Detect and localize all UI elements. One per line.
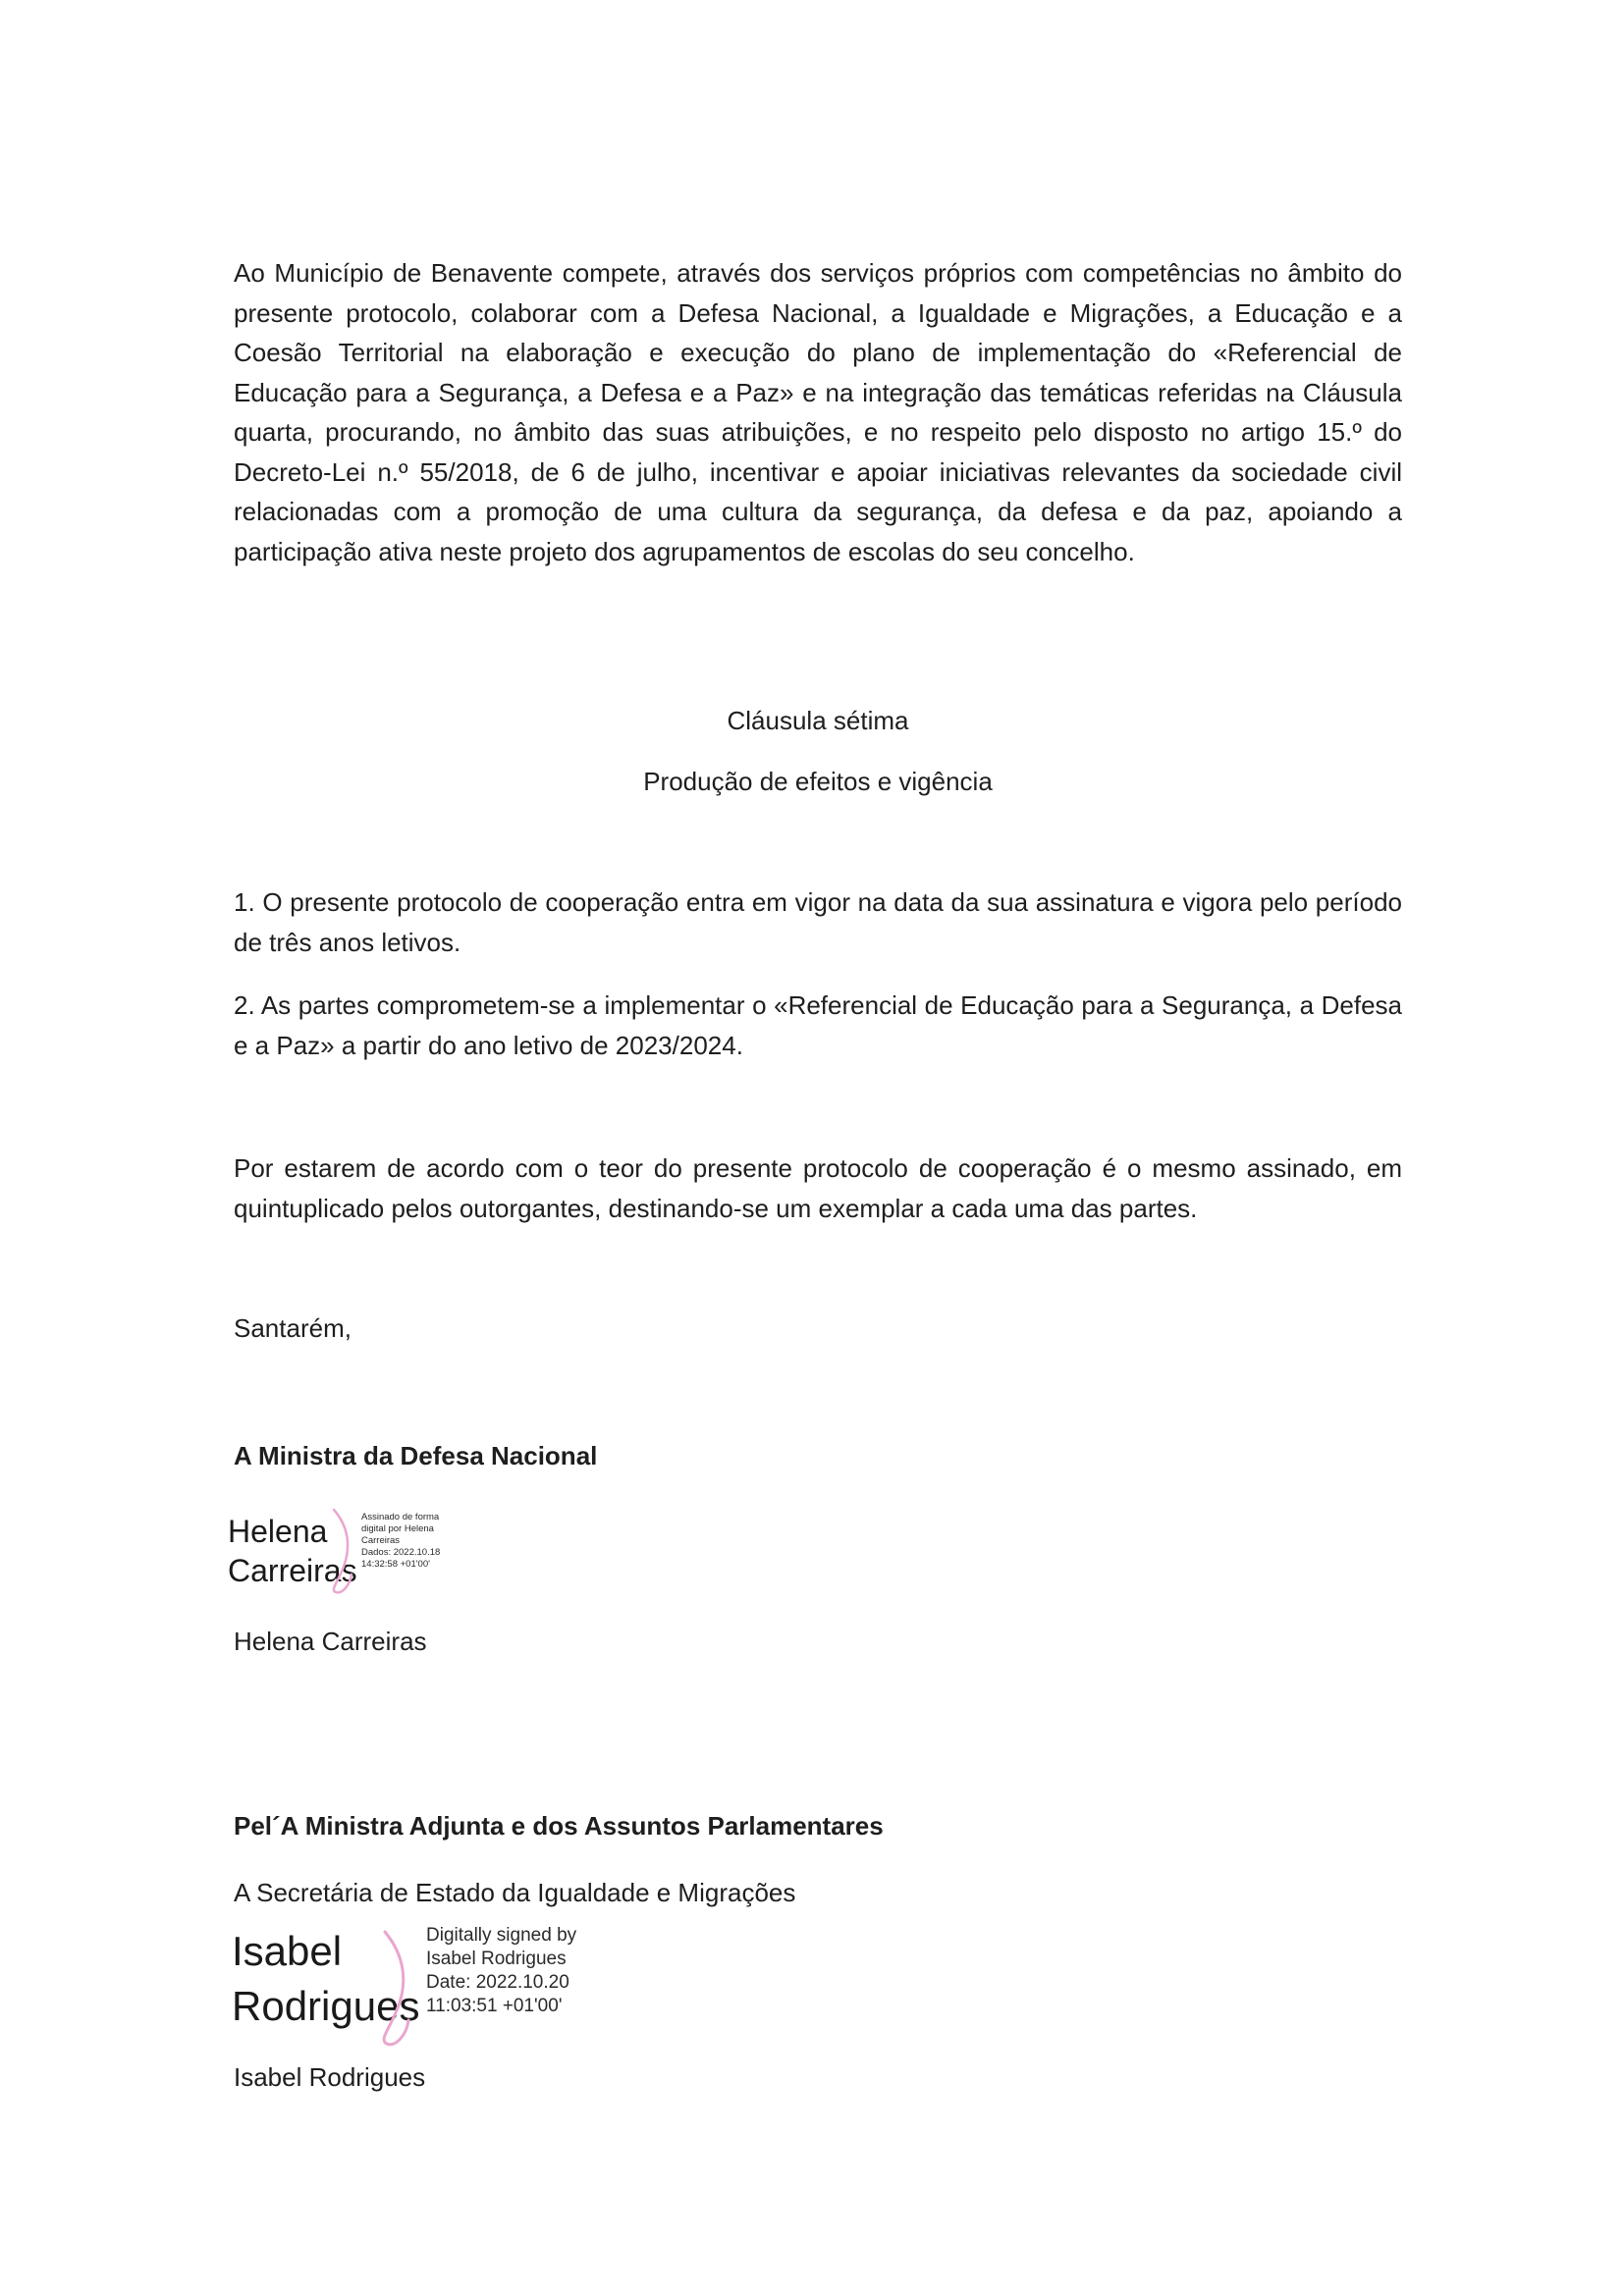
signatory-1-role: A Ministra da Defesa Nacional (234, 1441, 598, 1470)
signatory-1-printed-name: Helena Carreiras (234, 1627, 427, 1656)
signature-1-mark-icon (326, 1506, 355, 1596)
signature-2-mark-icon (375, 1928, 414, 2050)
closing-paragraph: Por estarem de acordo com o teor do presente protocolo de cooperação é o mesmo assinado, em quintuplicado pelos outorgantes, destinando-se um exemplar a cada uma das partes. (234, 1153, 1402, 1223)
clause-title: Produção de efeitos e vigência (643, 767, 993, 796)
signature-1-meta-1: Assinado de forma (361, 1512, 440, 1522)
signatory-2-printed-name: Isabel Rodrigues (234, 2062, 426, 2092)
signature-1-meta-5: 14:32:58 +01'00' (361, 1559, 430, 1570)
signature-1-name-line2: Carreiras (228, 1553, 357, 1588)
signature-2-meta-1: Digitally signed by (426, 1925, 577, 1946)
clause-item-1: 1. O presente protocolo de cooperação entra em vigor na data da sua assinatura e vigora pelo período de três anos letivos. (234, 887, 1402, 957)
intro-paragraph: Ao Município de Benavente compete, através dos serviços próprios com competências no âmbito do presente protocolo, colaborar com a Defesa Nacional, a Igualdade e Migrações, a Educação e a Coesão Territorial na elaboração e execução do plano de implementação do «Referencial de Educação para a Segurança, a Defesa e a Paz» e na integração das temáticas referidas na Cláusula quarta, procurando, no âmbito das suas atribuições, e no respeito pelo disposto no artigo 15.º do Decreto-Lei n.º 55/2018, de 6 de julho, incentivar e apoiar iniciativas relevantes da sociedade civil relacionadas com a promoção de uma cultura da segurança, da defesa e da paz, apoiando a participação ativa neste projeto dos agrupamentos de escolas do seu concelho. (234, 258, 1402, 566)
signature-1-name-line1: Helena (228, 1514, 328, 1549)
signature-2-name-line2: Rodrigues (232, 1983, 420, 2029)
digital-signature-1 (228, 1512, 522, 1610)
signature-1-meta-4: Dados: 2022.10.18 (361, 1547, 441, 1558)
clause-number: Cláusula sétima (727, 706, 909, 735)
clause-item-2: 2. As partes comprometem-se a implementar o «Referencial de Educação para a Segurança, a Defesa e a Paz» a partir do ano letivo de 2023/2024. (234, 990, 1402, 1060)
signature-2-meta-2: Isabel Rodrigues (426, 1949, 567, 1969)
signatory-2-subrole: A Secretária de Estado da Igualdade e Migrações (234, 1878, 796, 1907)
place-date: Santarém, (234, 1313, 352, 1343)
signatory-2-role: Pel´A Ministra Adjunta e dos Assuntos Parlamentares (234, 1811, 884, 1841)
signature-2-meta-3: Date: 2022.10.20 (426, 1972, 569, 1993)
digital-signature-2 (232, 1924, 644, 2042)
signature-1-meta-2: digital por Helena (361, 1523, 434, 1534)
signature-1-meta-3: Carreiras (361, 1535, 401, 1546)
signature-2-name-line1: Isabel (232, 1928, 343, 1974)
signature-2-meta-4: 11:03:51 +01'00' (426, 1996, 563, 2016)
